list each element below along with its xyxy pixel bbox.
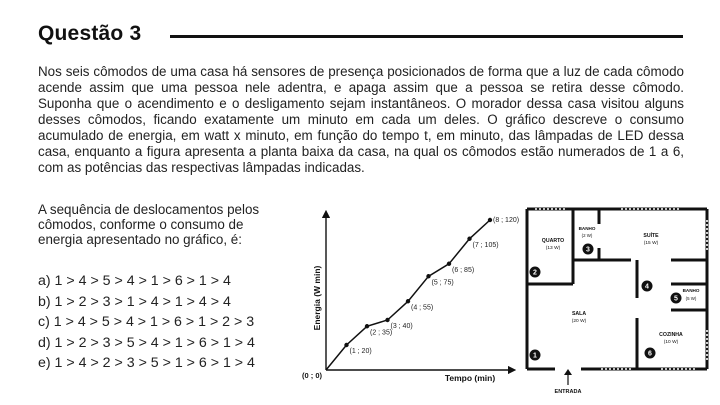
data-point (488, 218, 492, 222)
svg-text:2: 2 (533, 269, 537, 277)
point-label: (1 ; 20) (349, 348, 372, 355)
room-banho5-name: BANHO (682, 288, 700, 293)
point-label: (2 ; 35) (370, 329, 393, 337)
room-marker-3 (583, 244, 594, 255)
room-marker-6 (645, 348, 656, 359)
room-quarto-name: QUARTO (541, 238, 565, 244)
y-axis-label: Energia (W min) (312, 265, 322, 331)
question-header (38, 22, 683, 48)
room-suite-power: (15 W) (643, 241, 659, 246)
point-label: (8 ; 120) (493, 217, 520, 224)
room-banho3-name: BANHO (578, 226, 596, 231)
plan-windows (535, 209, 707, 369)
answer-options (38, 271, 255, 374)
data-point (365, 324, 369, 328)
data-point (385, 318, 389, 322)
data-point (426, 274, 430, 278)
room-quarto-power: (13 W) (545, 246, 561, 251)
room-sala-power: (20 W) (571, 319, 587, 324)
option-b[interactable]: b) 1 > 2 > 3 > 1 > 4 > 1 > 4 > 4 (38, 293, 231, 310)
room-marker-4 (642, 281, 653, 292)
svg-text:1: 1 (533, 352, 537, 360)
point-label: (7 ; 105) (472, 241, 499, 249)
option-c[interactable]: c) 1 > 4 > 5 > 4 > 1 > 6 > 1 > 2 > 3 (38, 314, 255, 331)
statement-text: Nos seis cômodos de uma casa há sensores de presença posicionados de forma que a luz de cada cômodo acende assim que uma pessoa nele adentra, e apaga assim que a pessoa se retira desse cômodo. Suponha que o acendimento e o desligamento sejam instantâneos. O morador dessa casa visitou alguns desses cômodos, ficando exatamente um minuto em cada um deles. O gráfico descreve o consumo acumulado de energia, em watt x minuto, em função do tempo t, em minuto, das lâmpadas de LED dessa casa, enquanto a figura apresenta a planta baixa da casa, na qual os cômodos estão numerados de 1 a 6, com as potências das respectivas lâmpadas indicadas. (38, 64, 684, 175)
option-e[interactable]: e) 1 > 4 > 2 > 3 > 5 > 1 > 6 > 1 > 4 (38, 355, 255, 372)
room-marker-1 (530, 350, 541, 361)
point-label: (6 ; 85) (452, 266, 475, 274)
room-marker-2 (530, 267, 541, 278)
energy-chart (300, 206, 522, 394)
svg-text:4: 4 (645, 283, 649, 291)
room-cozinha-power: (10 W) (663, 340, 679, 345)
data-point (447, 262, 451, 266)
option-d[interactable]: d) 1 > 2 > 3 > 5 > 4 > 1 > 6 > 1 > 4 (38, 334, 255, 351)
room-cozinha-name: COZINHA (659, 332, 683, 338)
room-suite-name: SUÍTE (643, 233, 659, 239)
point-label: (3 ; 40) (390, 323, 413, 330)
question-title: Questão 3 (38, 22, 142, 45)
entrance-label: ENTRADA (554, 389, 582, 395)
point-label: (4 ; 55) (411, 304, 434, 312)
origin-label: (0 ; 0) (302, 371, 323, 380)
data-point (406, 299, 410, 303)
room-banho3-power: (2 W) (581, 233, 593, 238)
problem-statement (38, 64, 684, 176)
question-prompt: A sequência de deslocamentos pelos cômodos, conforme o consumo de energia apresentado no gráfico, é: (38, 202, 260, 247)
data-point (344, 343, 348, 347)
title-divider (170, 35, 683, 38)
plan-walls (527, 209, 707, 369)
x-axis-label: Tempo (min) (444, 373, 496, 383)
point-label: (5 ; 75) (431, 279, 454, 287)
room-banho5-power: (5 W) (685, 296, 697, 301)
floor-plan (521, 200, 711, 400)
room-marker-5 (671, 293, 682, 304)
svg-text:6: 6 (648, 350, 652, 358)
svg-text:3: 3 (586, 246, 590, 254)
svg-text:5: 5 (674, 295, 678, 303)
chart-series (326, 217, 519, 370)
option-a[interactable]: a) 1 > 4 > 5 > 4 > 1 > 6 > 1 > 4 (38, 273, 231, 289)
data-point (467, 237, 471, 241)
entrance-arrow (564, 369, 572, 385)
room-sala-name: SALA (571, 311, 587, 317)
